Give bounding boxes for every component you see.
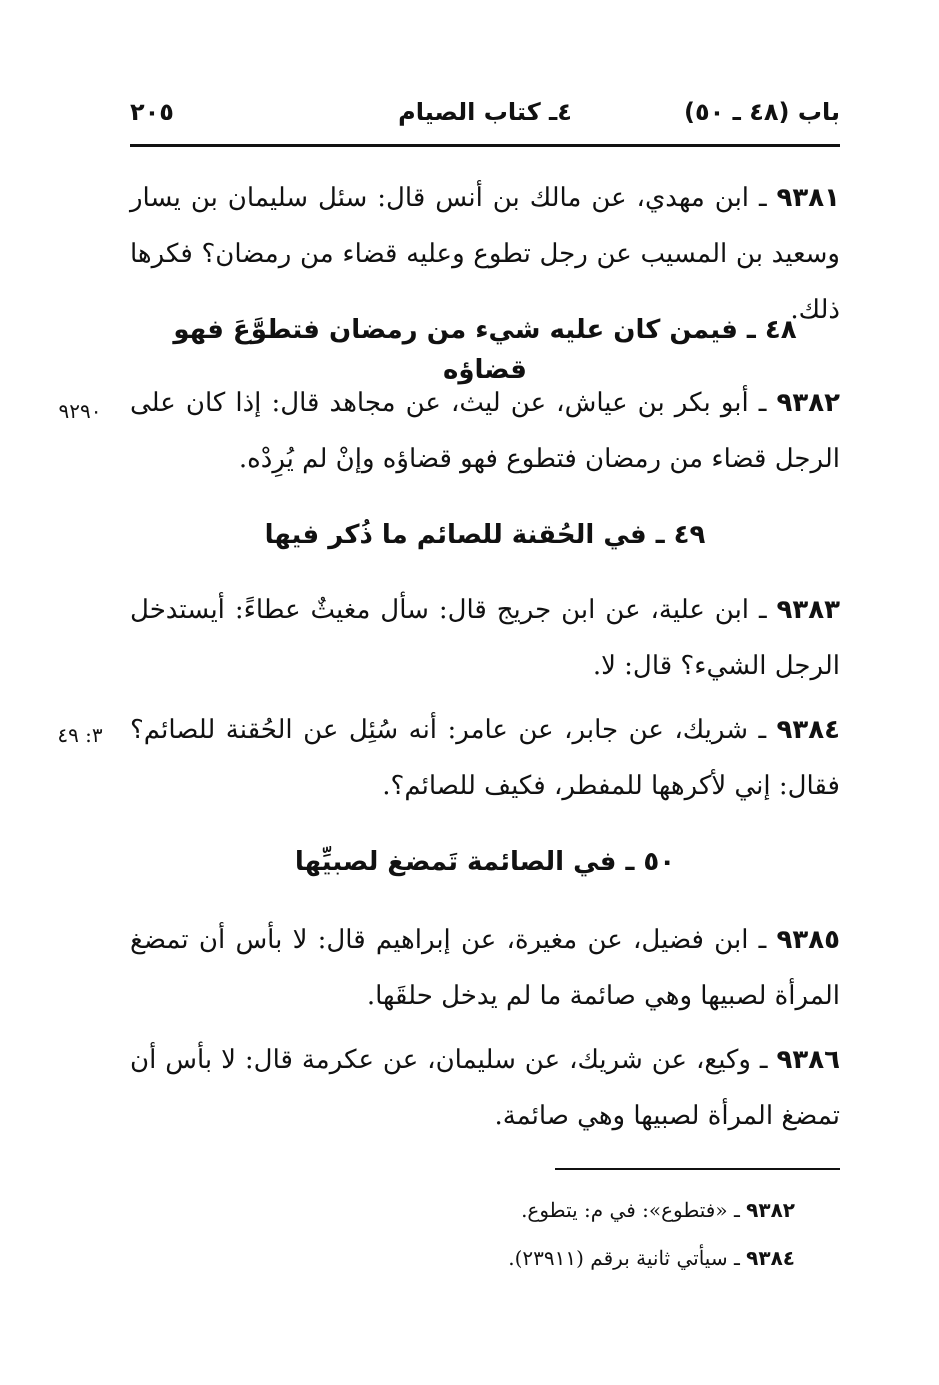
hadith-paragraph xyxy=(130,1032,840,1144)
section-heading: ٥٠ ـ في الصائمة تَمضغ لصبيِّها xyxy=(294,847,676,877)
margin-reference: ٩٢٩٠ xyxy=(58,399,102,423)
hadith-number: ٩٣٨٢ xyxy=(776,388,840,418)
hadith-text: ـ ابن فضيل، عن مغيرة، عن إبراهيم قال: لا بأس أن تمضغ المرأة لصبيها وهي صائمة ما لم يدخل حلقَها. xyxy=(130,925,840,1011)
chapter-range: باب (٤٨ ـ ٥٠) xyxy=(684,98,840,126)
hadith-text: ـ أبو بكر بن عياش، عن ليث، عن مجاهد قال: إذا كان على الرجل قضاء من رمضان فتطوع فهو قضاؤه وإنْ لم يُرِدْه. xyxy=(130,388,840,474)
hadith-paragraph xyxy=(130,912,840,1024)
hadith-paragraph xyxy=(130,702,840,814)
hadith-text: ـ ابن مهدي، عن مالك بن أنس قال: سئل سليمان بن يسار وسعيد بن المسيب عن رجل تطوع وعليه قضاء من رمضان؟ فكرها ذلك. xyxy=(130,183,840,325)
section-heading: ٤٩ ـ في الحُقنة للصائم ما ذُكر فيها xyxy=(264,520,706,550)
hadith-text: ـ وكيع، عن شريك، عن سليمان، عن عكرمة قال: لا بأس أن تمضغ المرأة لصبيها وهي صائمة. xyxy=(130,1045,840,1131)
header-divider xyxy=(130,144,840,147)
page-header xyxy=(130,92,840,142)
hadith-number: ٩٣٨٦ xyxy=(776,1045,840,1075)
hadith-number: ٩٣٨٣ xyxy=(776,595,840,625)
footnote-number: ٩٣٨٢ xyxy=(746,1198,795,1222)
footnote-text: ـ «فتطوع»: في م: يتطوع. xyxy=(521,1198,747,1222)
hadith-text: ـ ابن علية، عن ابن جريج قال: سأل مغيثٌ عطاءً: أيستدخل الرجل الشيء؟ قال: لا. xyxy=(130,595,840,681)
footnote-number: ٩٣٨٤ xyxy=(746,1246,795,1270)
page-number: ٢٠٥ xyxy=(130,98,174,126)
footnote xyxy=(130,1238,795,1278)
hadith-text: ـ شريك، عن جابر، عن عامر: أنه سُئِل عن الحُقنة للصائم؟ فقال: إني لأكرهها للمفطر، فكيف للصائم؟. xyxy=(130,715,840,801)
footnote-text: ـ سيأتي ثانية برقم (٢٣٩١١). xyxy=(508,1246,747,1270)
footnote-divider xyxy=(555,1168,840,1170)
hadith-number: ٩٣٨٥ xyxy=(776,925,840,955)
hadith-number: ٩٣٨٤ xyxy=(776,715,840,745)
hadith-paragraph xyxy=(130,375,840,487)
section-heading: ٤٨ ـ فيمن كان عليه شيء من رمضان فتطوَّعَ فهو قضاؤه xyxy=(173,315,797,385)
book-title: ٤ـ كتاب الصيام xyxy=(398,98,572,126)
hadith-paragraph xyxy=(130,582,840,694)
margin-reference: ٣: ٤٩ xyxy=(57,723,103,747)
hadith-number: ٩٣٨١ xyxy=(776,183,840,213)
footnote xyxy=(130,1190,795,1230)
